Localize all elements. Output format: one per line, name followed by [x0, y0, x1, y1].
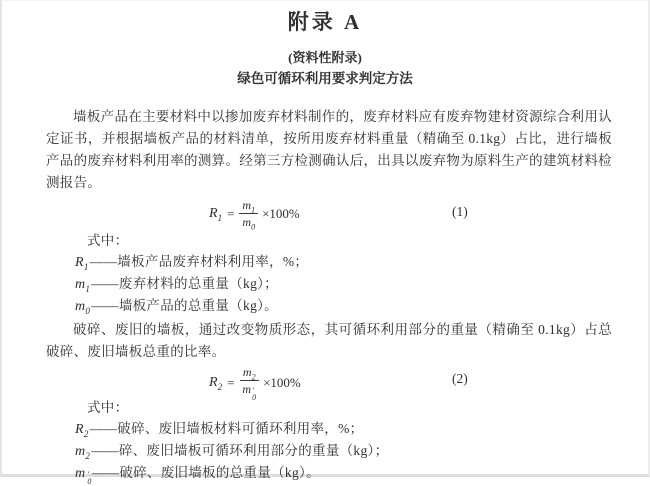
symbol-description: ——墙板产品的总重量（kg）。 [91, 298, 278, 313]
symbol-definition-row [46, 295, 648, 317]
symbol-description: ——破碎、废旧墙板材料可循环利用率，%； [89, 421, 364, 436]
fraction-numerator: $m_2$ [240, 365, 259, 381]
symbol-r2: $R_2$ [75, 422, 89, 439]
formula-1-number: (1) [452, 204, 468, 219]
symbol-description: ——墙板产品废弃材料利用率，%； [89, 254, 309, 269]
symbol-m0-prime-subscript: ′ 0 [87, 470, 92, 486]
symbol-definitions-1 [46, 230, 648, 317]
fraction-numerator: $m_1$ [239, 198, 258, 214]
symbol-m2: $m_2$ [75, 444, 91, 461]
formula-2-expression [209, 365, 301, 401]
equals-sign: = [227, 205, 235, 221]
formula-1-lhs: $R_1$ [209, 205, 223, 223]
equals-sign: = [227, 375, 235, 390]
crushed-panel-paragraph: 破碎、废旧的墙板，通过改变物质形态，其可循环利用部分的重量（精确至 0.1kg）占总破碎、废旧墙板总重的比率。 [46, 322, 612, 359]
symbol-description: ——碎、废旧墙板可循环利用部分的重量（kg）； [91, 443, 389, 458]
appendix-subtitle: (资料性附录) [288, 50, 362, 65]
symbol-definitions-2 [46, 397, 648, 485]
fraction-denominator: $m_0$ [242, 215, 256, 232]
symbol-description: ——破碎、废旧墙板的总重量（kg）。 [91, 465, 320, 480]
symbol-definition-row [46, 440, 648, 462]
symbol-m0-prime: m [75, 466, 86, 481]
where-label: 式中： [87, 400, 129, 415]
formula-2-fraction [239, 365, 259, 401]
fraction-denominator: m ′ 0 [242, 382, 257, 402]
intro-paragraph: 墙板产品在主要材料中以掺加废弃材料制作的，废弃材料应有废弃物建材资源综合利用认定证书，并根据墙板产品的材料清单，按所用废弃材料重量（精确至 0.1kg）占比，进行墙板产品的废弃材料利用率的测算。经第三方检测确认后，出具以废弃物为原料生产的建筑材料检测报告。 [46, 109, 612, 190]
formula-1 [2, 196, 648, 230]
times-100-percent: ×100% [263, 375, 301, 390]
formula-1-expression [209, 198, 300, 232]
method-heading: 绿色可循环利用要求判定方法 [237, 71, 413, 86]
symbol-definition-row [46, 418, 648, 440]
formula-1-fraction [239, 198, 258, 232]
symbol-definition-row [46, 251, 648, 273]
formula-2 [2, 363, 648, 402]
where-label: 式中： [87, 233, 129, 248]
symbol-m0: $m_0$ [75, 299, 91, 316]
symbol-m1: $m_1$ [75, 277, 91, 294]
times-100-percent: ×100% [262, 205, 300, 221]
formula-2-lhs: $R_2$ [209, 375, 223, 392]
symbol-r1: $R_1$ [75, 255, 89, 272]
symbol-description: ——废弃材料的总重量（kg）； [91, 276, 278, 291]
symbol-definition-row [46, 462, 648, 485]
formula-2-number: (2) [452, 371, 468, 386]
appendix-title: 附录 A [287, 10, 363, 34]
symbol-definition-row [46, 273, 648, 295]
